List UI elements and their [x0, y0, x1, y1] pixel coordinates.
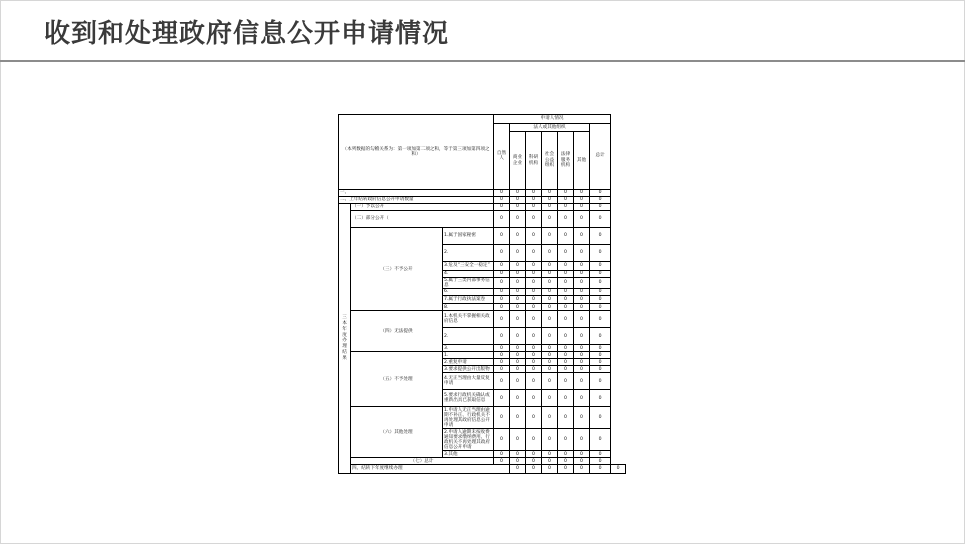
row-label: 1.申请人无正当理由逾期不补正、行政机关不再处理其政府信息公开申请 [443, 407, 494, 429]
value-cell: 0 [574, 352, 590, 359]
header-legal-service: 法律服务机构 [558, 132, 574, 190]
value-cell: 0 [526, 328, 542, 345]
row-label: 2. [443, 245, 494, 262]
value-cell: 0 [526, 197, 542, 204]
value-cell: 0 [526, 390, 542, 407]
value-cell: 0 [590, 407, 611, 429]
value-cell: 0 [494, 311, 510, 328]
value-cell: 0 [494, 429, 510, 451]
value-cell: 0 [574, 373, 590, 390]
value-cell: 0 [542, 366, 558, 373]
value-cell: 0 [510, 204, 526, 211]
value-cell: 0 [542, 245, 558, 262]
value-cell: 0 [590, 311, 611, 328]
value-cell: 0 [494, 245, 510, 262]
value-cell: 0 [558, 270, 574, 277]
value-cell: 0 [526, 373, 542, 390]
row-label: 2.申请人逾期未按收费通知要求缴纳费用、行政机关不再处理其政府信息公开申请 [443, 429, 494, 451]
value-cell: 0 [510, 288, 526, 295]
value-cell: 0 [542, 211, 558, 228]
value-cell: 0 [542, 328, 558, 345]
value-cell: 0 [526, 295, 542, 304]
value-cell: 0 [558, 407, 574, 429]
value-cell: 0 [526, 245, 542, 262]
value-cell: 0 [510, 328, 526, 345]
value-cell: 0 [510, 295, 526, 304]
row-label: 7.属于行政执法案卷 [443, 295, 494, 304]
row-label: 二、上年结转政府信息公开申请数量 [339, 197, 494, 204]
value-cell: 0 [542, 197, 558, 204]
value-cell: 0 [542, 465, 558, 474]
value-cell: 0 [510, 311, 526, 328]
value-cell: 0 [526, 211, 542, 228]
value-cell: 0 [542, 295, 558, 304]
header-total: 总计 [590, 123, 611, 190]
header-commercial: 商业企业 [510, 132, 526, 190]
header-applicant: 申请人情况 [494, 115, 611, 124]
value-cell: 0 [542, 359, 558, 366]
value-cell: 0 [526, 304, 542, 311]
header-legal-group: 法人或其他组织 [510, 123, 590, 132]
value-cell: 0 [590, 262, 611, 271]
value-cell: 0 [510, 270, 526, 277]
value-cell: 0 [590, 204, 611, 211]
value-cell: 0 [590, 373, 611, 390]
value-cell: 0 [542, 451, 558, 458]
value-cell: 0 [574, 277, 590, 288]
value-cell: 0 [494, 345, 510, 352]
header-natural-person: 自然人 [494, 123, 510, 190]
value-cell: 0 [574, 465, 590, 474]
value-cell: 0 [590, 277, 611, 288]
value-cell: 0 [510, 359, 526, 366]
row-label: 1.本机关不掌握相关政府信息 [443, 311, 494, 328]
value-cell: 0 [542, 204, 558, 211]
value-cell: 0 [542, 288, 558, 295]
value-cell: 0 [574, 429, 590, 451]
corner-note: （本列数据的勾稽关系为：第一项加第二项之和，等于第三项加第四项之和） [339, 115, 494, 190]
row-label: 3. [443, 345, 494, 352]
value-cell: 0 [590, 465, 611, 474]
value-cell: 0 [494, 373, 510, 390]
value-cell: 0 [574, 328, 590, 345]
value-cell: 0 [510, 228, 526, 245]
value-cell: 0 [510, 373, 526, 390]
value-cell: 0 [494, 451, 510, 458]
value-cell: 0 [558, 345, 574, 352]
title-divider [0, 60, 965, 62]
value-cell: 0 [526, 345, 542, 352]
value-cell: 0 [558, 204, 574, 211]
value-cell: 0 [526, 204, 542, 211]
value-cell: 0 [542, 228, 558, 245]
value-cell: 0 [510, 345, 526, 352]
value-cell: 0 [494, 295, 510, 304]
value-cell: 0 [558, 458, 574, 465]
value-cell: 0 [574, 197, 590, 204]
row-label: 6. [443, 288, 494, 295]
value-cell: 0 [558, 304, 574, 311]
value-cell: 0 [510, 190, 526, 197]
value-cell: 0 [494, 366, 510, 373]
value-cell: 0 [558, 429, 574, 451]
value-cell: 0 [510, 211, 526, 228]
value-cell: 0 [510, 304, 526, 311]
value-cell: 0 [494, 204, 510, 211]
value-cell: 0 [542, 458, 558, 465]
group-label: （五）不予处理 [351, 352, 443, 407]
value-cell: 0 [574, 458, 590, 465]
value-cell: 0 [574, 295, 590, 304]
group-label: （六）其他处理 [351, 407, 443, 458]
value-cell: 0 [590, 190, 611, 197]
value-cell: 0 [574, 366, 590, 373]
value-cell: 0 [494, 390, 510, 407]
value-cell: 0 [510, 429, 526, 451]
value-cell: 0 [510, 451, 526, 458]
value-cell: 0 [558, 277, 574, 288]
value-cell: 0 [510, 458, 526, 465]
value-cell: 0 [558, 288, 574, 295]
row-label: 1. [443, 352, 494, 359]
value-cell: 0 [558, 197, 574, 204]
value-cell: 0 [510, 245, 526, 262]
value-cell: 0 [590, 245, 611, 262]
value-cell: 0 [542, 345, 558, 352]
row-label: 3.其他 [443, 451, 494, 458]
value-cell: 0 [558, 465, 574, 474]
value-cell: 0 [494, 277, 510, 288]
value-cell: 0 [526, 288, 542, 295]
value-cell: 0 [574, 211, 590, 228]
row-label: 1.属于国家秘密 [443, 228, 494, 245]
value-cell: 0 [494, 458, 510, 465]
value-cell: 0 [494, 407, 510, 429]
value-cell: 0 [510, 366, 526, 373]
value-cell: 0 [526, 458, 542, 465]
value-cell: 0 [590, 429, 611, 451]
group-label: （四）无法提供 [351, 311, 443, 352]
value-cell: 0 [590, 304, 611, 311]
value-cell: 0 [574, 345, 590, 352]
value-cell: 0 [558, 211, 574, 228]
row-label: 4. [443, 270, 494, 277]
value-cell: 0 [574, 304, 590, 311]
value-cell: 0 [590, 458, 611, 465]
value-cell: 0 [590, 228, 611, 245]
section-3-label: 三本年度办理结果 [339, 204, 351, 474]
value-cell: 0 [558, 352, 574, 359]
value-cell: 0 [558, 328, 574, 345]
value-cell: 0 [526, 451, 542, 458]
value-cell: 0 [574, 311, 590, 328]
value-cell: 0 [526, 359, 542, 366]
value-cell: 0 [558, 390, 574, 407]
value-cell: 0 [526, 366, 542, 373]
value-cell: 0 [526, 465, 542, 474]
value-cell: 0 [574, 228, 590, 245]
value-cell: 0 [494, 197, 510, 204]
value-cell: 0 [526, 270, 542, 277]
header-social: 社会公益组织 [542, 132, 558, 190]
value-cell: 0 [526, 311, 542, 328]
row-label: 8. [443, 304, 494, 311]
value-cell: 0 [558, 366, 574, 373]
value-cell: 0 [558, 295, 574, 304]
row-label: （二）部分公开（ [351, 211, 494, 228]
value-cell: 0 [574, 204, 590, 211]
value-cell: 0 [526, 277, 542, 288]
value-cell: 0 [510, 465, 526, 474]
page-title: 收到和处理政府信息公开申请情况 [44, 19, 450, 49]
value-cell: 0 [574, 245, 590, 262]
row-label: 4.无正当理由大量反复申请 [443, 373, 494, 390]
value-cell: 0 [558, 262, 574, 271]
row-label: 3.危及“三安全一稳定” [443, 262, 494, 271]
value-cell: 0 [526, 407, 542, 429]
value-cell: 0 [590, 270, 611, 277]
value-cell: 0 [558, 190, 574, 197]
value-cell: 0 [542, 390, 558, 407]
value-cell: 0 [510, 262, 526, 271]
value-cell: 0 [590, 197, 611, 204]
value-cell: 0 [542, 277, 558, 288]
value-cell: 0 [510, 197, 526, 204]
value-cell: 0 [542, 429, 558, 451]
row-label: 3.要求提供公开出版物 [443, 366, 494, 373]
value-cell: 0 [574, 262, 590, 271]
value-cell: 0 [558, 373, 574, 390]
value-cell: 0 [590, 328, 611, 345]
group-label: （三）不予公开 [351, 228, 443, 311]
value-cell: 0 [494, 328, 510, 345]
value-cell: 0 [510, 407, 526, 429]
header-research: 科研机构 [526, 132, 542, 190]
value-cell: 0 [590, 295, 611, 304]
value-cell: 0 [542, 407, 558, 429]
value-cell: 0 [558, 451, 574, 458]
value-cell: 0 [542, 304, 558, 311]
value-cell: 0 [494, 352, 510, 359]
row-label: 2. [443, 328, 494, 345]
value-cell: 0 [494, 262, 510, 271]
row-label: 四、结转下年度继续办理 [351, 465, 510, 474]
row-label: （一）予以公开 [351, 204, 494, 211]
value-cell: 0 [574, 270, 590, 277]
value-cell: 0 [510, 390, 526, 407]
value-cell: 0 [558, 245, 574, 262]
value-cell: 0 [494, 288, 510, 295]
value-cell: 0 [611, 465, 626, 474]
value-cell: 0 [574, 288, 590, 295]
value-cell: 0 [590, 366, 611, 373]
value-cell: 0 [494, 211, 510, 228]
value-cell: 0 [574, 190, 590, 197]
value-cell: 0 [590, 345, 611, 352]
value-cell: 0 [542, 373, 558, 390]
value-cell: 0 [590, 451, 611, 458]
value-cell: 0 [590, 352, 611, 359]
value-cell: 0 [494, 228, 510, 245]
row-label: 一、 [339, 190, 494, 197]
value-cell: 0 [590, 359, 611, 366]
value-cell: 0 [510, 277, 526, 288]
statistics-table [338, 114, 626, 474]
value-cell: 0 [558, 311, 574, 328]
value-cell: 0 [558, 228, 574, 245]
value-cell: 0 [526, 429, 542, 451]
value-cell: 0 [590, 211, 611, 228]
value-cell: 0 [542, 311, 558, 328]
header-other: 其他 [574, 132, 590, 190]
row-label: 5.属于三类内部事务信息 [443, 277, 494, 288]
value-cell: 0 [574, 390, 590, 407]
value-cell: 0 [526, 228, 542, 245]
value-cell: 0 [574, 359, 590, 366]
value-cell: 0 [574, 451, 590, 458]
value-cell: 0 [494, 359, 510, 366]
value-cell: 0 [542, 262, 558, 271]
value-cell: 0 [542, 190, 558, 197]
row-label: 5.要求行政机关确认或重新出具已获取信息 [443, 390, 494, 407]
value-cell: 0 [526, 190, 542, 197]
value-cell: 0 [574, 407, 590, 429]
value-cell: 0 [542, 352, 558, 359]
value-cell: 0 [590, 288, 611, 295]
value-cell: 0 [542, 270, 558, 277]
value-cell: 0 [494, 190, 510, 197]
value-cell: 0 [526, 262, 542, 271]
value-cell: 0 [558, 359, 574, 366]
value-cell: 0 [494, 270, 510, 277]
row-label: 2.重复申请 [443, 359, 494, 366]
row-label: （七）总计 [351, 458, 494, 465]
value-cell: 0 [494, 304, 510, 311]
value-cell: 0 [510, 352, 526, 359]
value-cell: 0 [590, 390, 611, 407]
value-cell: 0 [526, 352, 542, 359]
